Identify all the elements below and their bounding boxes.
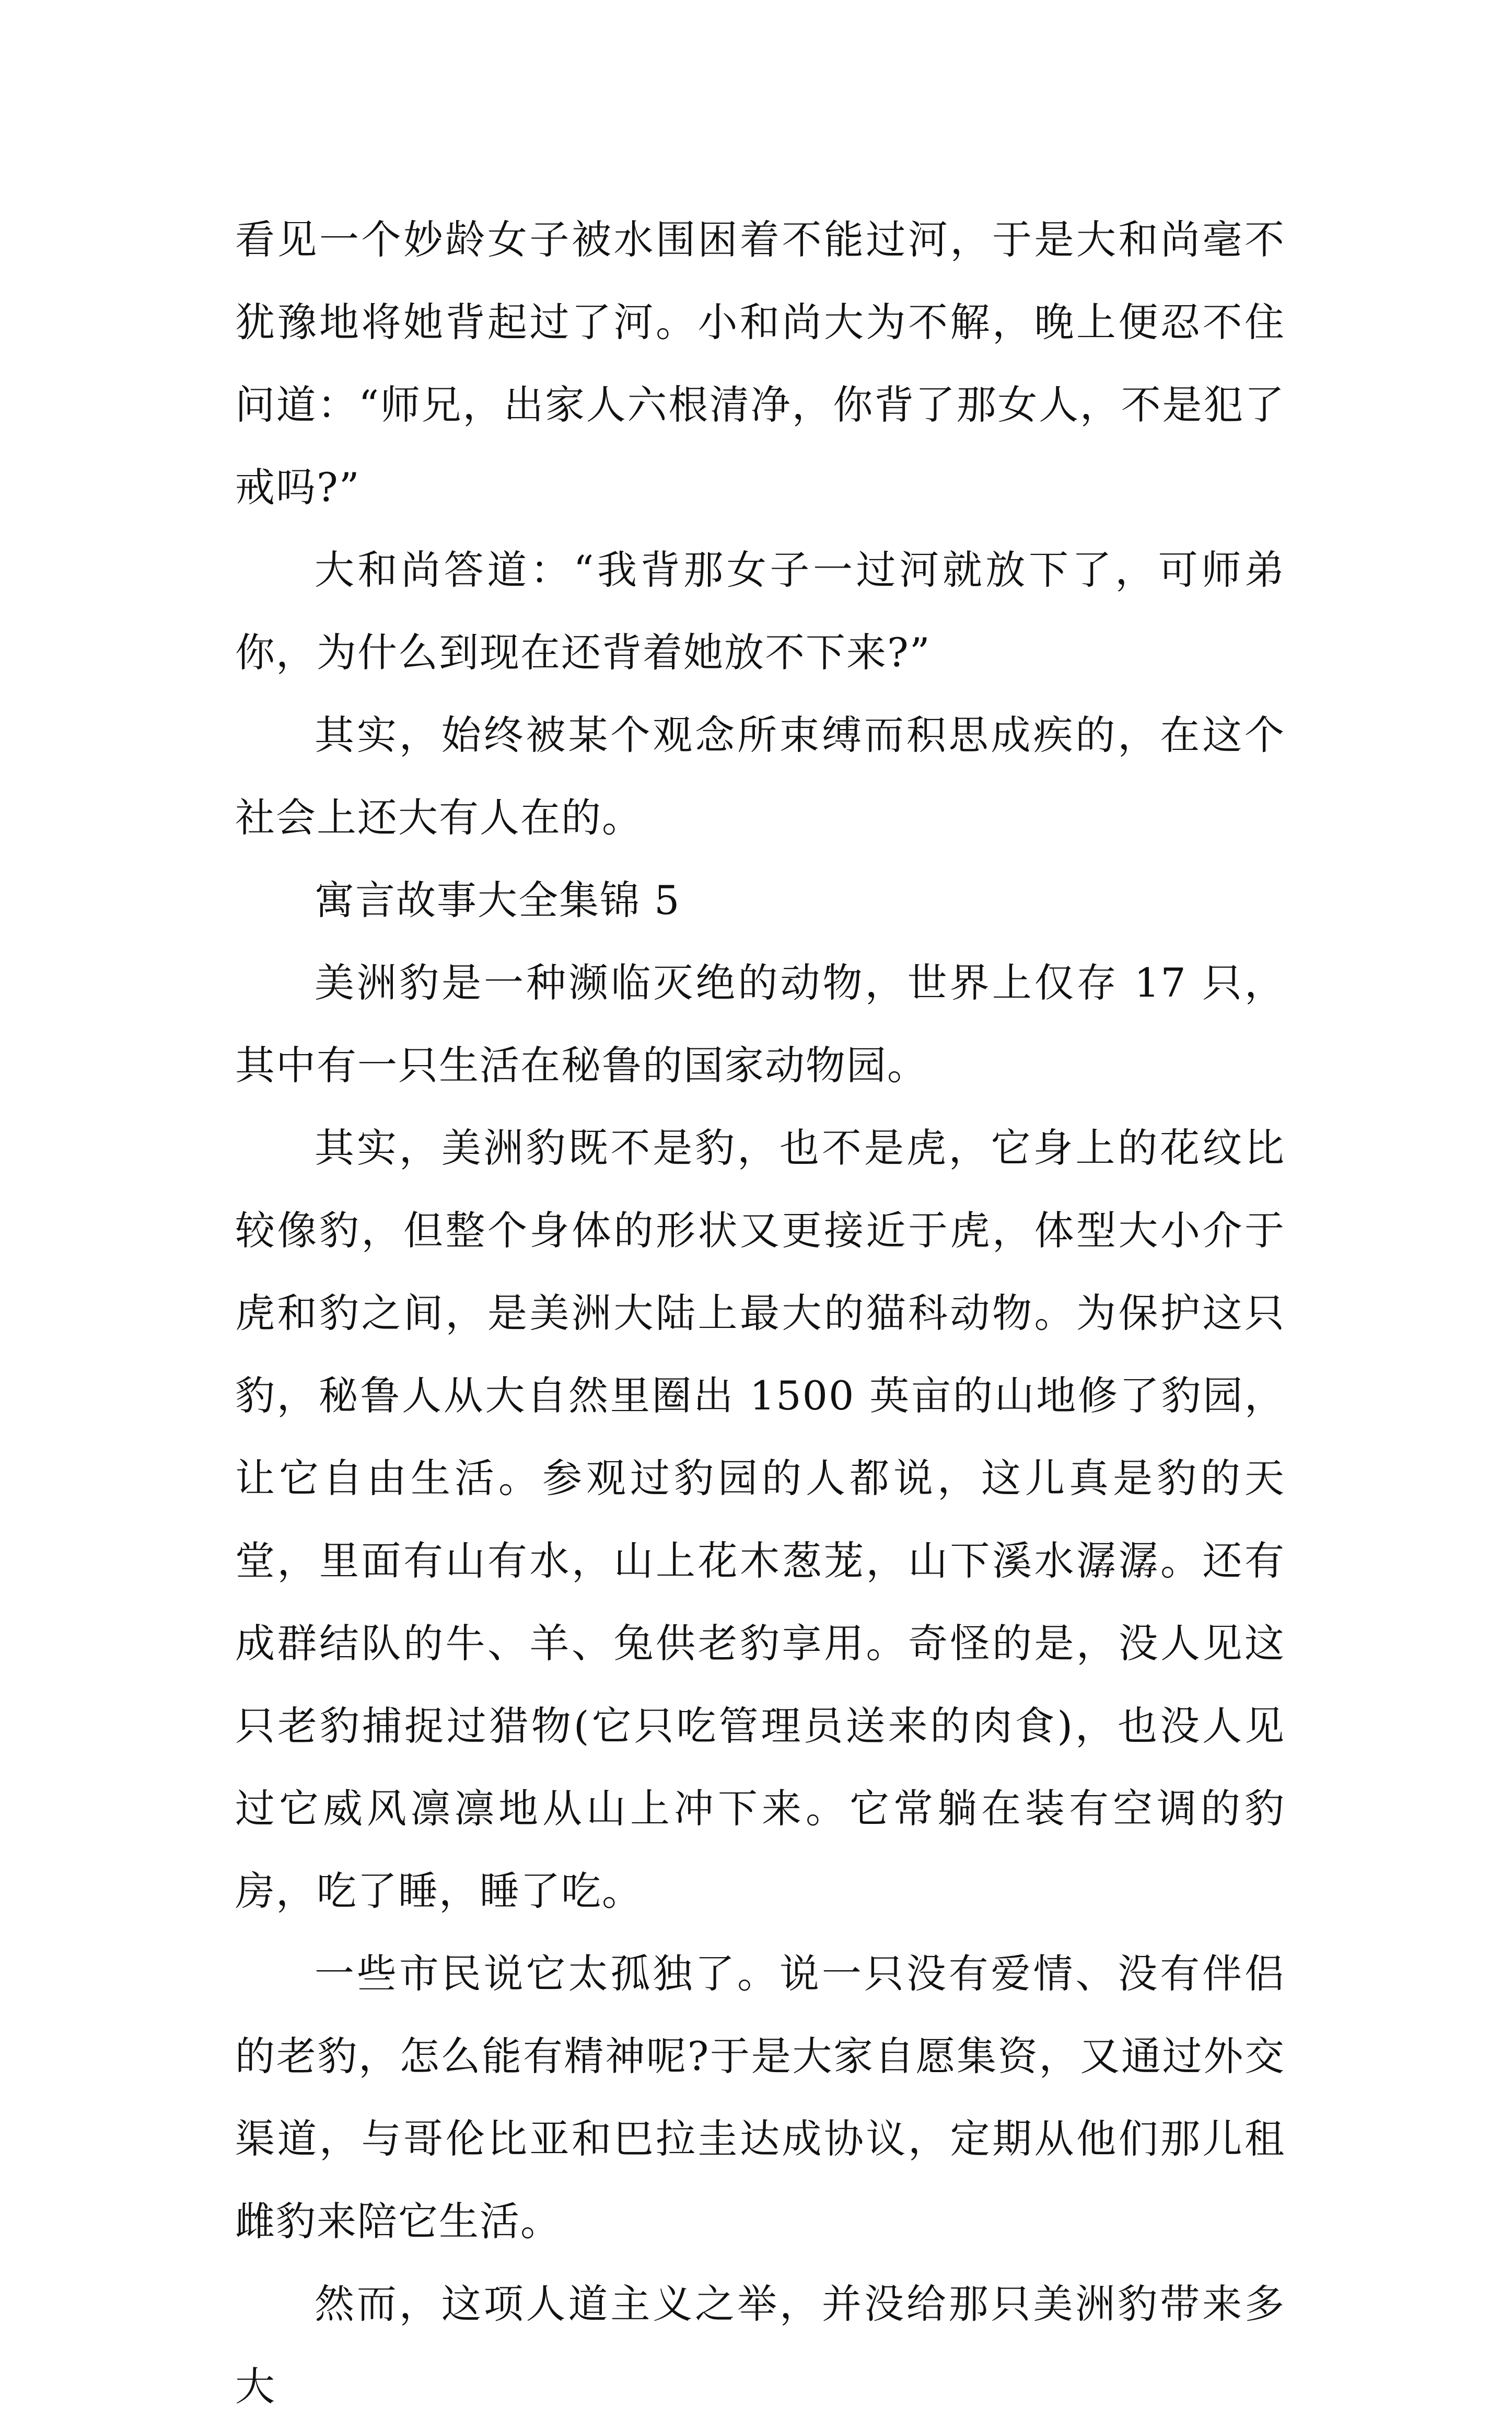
paragraph-7: 然而，这项人道主义之举，并没给那只美洲豹带来多大: [235, 2281, 1285, 2410]
paragraph-4: 美洲豹是一种濒临灭绝的动物，世界上仅存 17 只，其中有一只生活在秘鲁的国家动物园。: [235, 959, 1285, 1089]
paragraph-6: 一些市民说它太孤独了。说一只没有爱情、没有伴侣的老豹，怎么能有精神呢?于是大家自愿集资，又通过外交渠道，与哥伦比亚和巴拉圭达成协议，定期从他们那儿租雌豹来陪它生活。: [235, 1950, 1285, 2245]
paragraph-3: 其实，始终被某个观念所束缚而积思成疾的，在这个社会上还大有人在的。: [235, 712, 1285, 841]
section-heading: 寓言故事大全集锦 5: [315, 877, 681, 923]
paragraph-5: 其实，美洲豹既不是豹，也不是虎，它身上的花纹比较像豹，但整个身体的形状又更接近于虎，体型大小介于虎和豹之间，是美洲大陆上最大的猫科动物。为保护这只豹，秘鲁人从大自然里圈出 1500 英亩的山地修了豹园，让它自由生活。参观过豹园的人都说，这儿真是豹的天堂，里面有山有水，山上花木葱茏，山下溪水潺潺。还有成群结队的牛、羊、兔供老豹享用。奇怪的是，没人见这只老豹捕捉过猎物(它只吃管理员送来的肉食)，也没人见过它威风凛凛地从山上冲下来。它常躺在装有空调的豹房，吃了睡，睡了吃。: [235, 1125, 1285, 1914]
document-body: [235, 199, 1285, 2428]
paragraph-1: 看见一个妙龄女子被水围困着不能过河，于是大和尚毫不犹豫地将她背起过了河。小和尚大为不解，晚上便忍不住问道：“师兄，出家人六根清净，你背了那女人，不是犯了戒吗?”: [235, 216, 1285, 511]
paragraph-2: 大和尚答道：“我背那女子一过河就放下了，可师弟你，为什么到现在还背着她放不下来?”: [235, 547, 1285, 676]
